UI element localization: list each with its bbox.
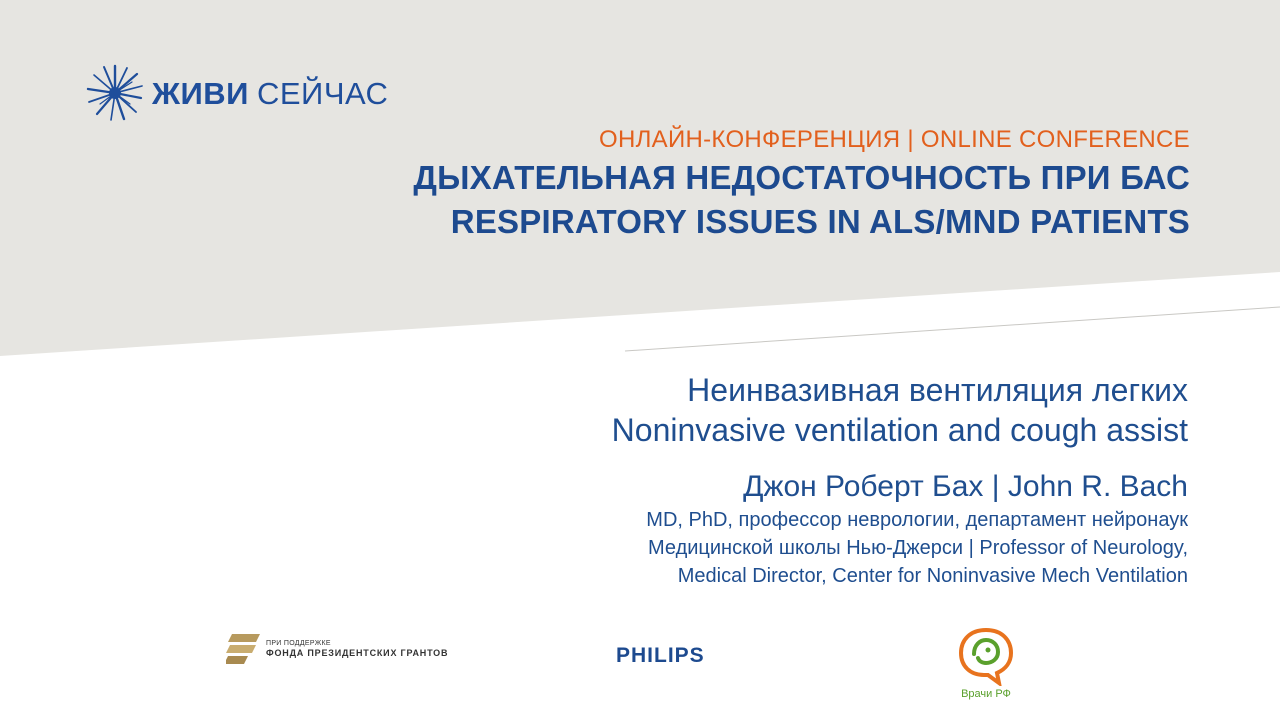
grants-fund-support-label: ПРИ ПОДДЕРЖКЕ: [266, 640, 331, 647]
speaker-info-line: Medical Director, Center for Noninvasive Mech Ventilation: [677, 565, 1188, 587]
grants-fund-name: ФОНДА ПРЕЗИДЕНТСКИХ ГРАНТОВ: [266, 648, 449, 658]
logo-wordmark: [152, 75, 389, 111]
grants-fund-emblem-icon: [226, 632, 260, 666]
sponsors-row: [0, 620, 1280, 710]
logo-word-bold: ЖИВИ: [152, 75, 249, 111]
presidential-grants-fund-logo: [226, 632, 448, 666]
conference-title-en: RESPIRATORY ISSUES IN ALS/MND PATIENTS: [450, 203, 1190, 240]
grants-fund-text: [266, 639, 448, 659]
speaker-info-line: Медицинской школы Нью-Джерси | Professor of Neurology,: [648, 537, 1188, 559]
talk-block: [288, 370, 1188, 590]
vrachi-rf-logo: [950, 626, 1022, 701]
conference-label: ОНЛАЙН-КОНФЕРЕНЦИЯ | ONLINE CONFERENCE: [599, 126, 1190, 153]
talk-title-en: Noninvasive ventilation and cough assist: [611, 412, 1188, 448]
vrachi-speech-bubble-icon: [955, 626, 1017, 686]
speaker-info-line: MD, PhD, профессор неврологии, департамент нейронаук: [646, 509, 1188, 531]
conference-title-ru: ДЫХАТЕЛЬНАЯ НЕДОСТАТОЧНОСТЬ ПРИ БАС: [413, 159, 1190, 196]
logo-word-light: СЕЙЧАС: [256, 75, 389, 111]
zhivi-seichas-logo: [86, 64, 388, 122]
talk-title-ru: Неинвазивная вентиляция легких: [687, 372, 1188, 408]
vrachi-rf-label: Врачи РФ: [961, 688, 1011, 700]
conference-header: [290, 124, 1190, 244]
philips-logo: PHILIPS: [616, 644, 705, 667]
starburst-logo-icon: [86, 64, 144, 122]
speaker-name: Джон Роберт Бах | John R. Bach: [743, 470, 1188, 503]
